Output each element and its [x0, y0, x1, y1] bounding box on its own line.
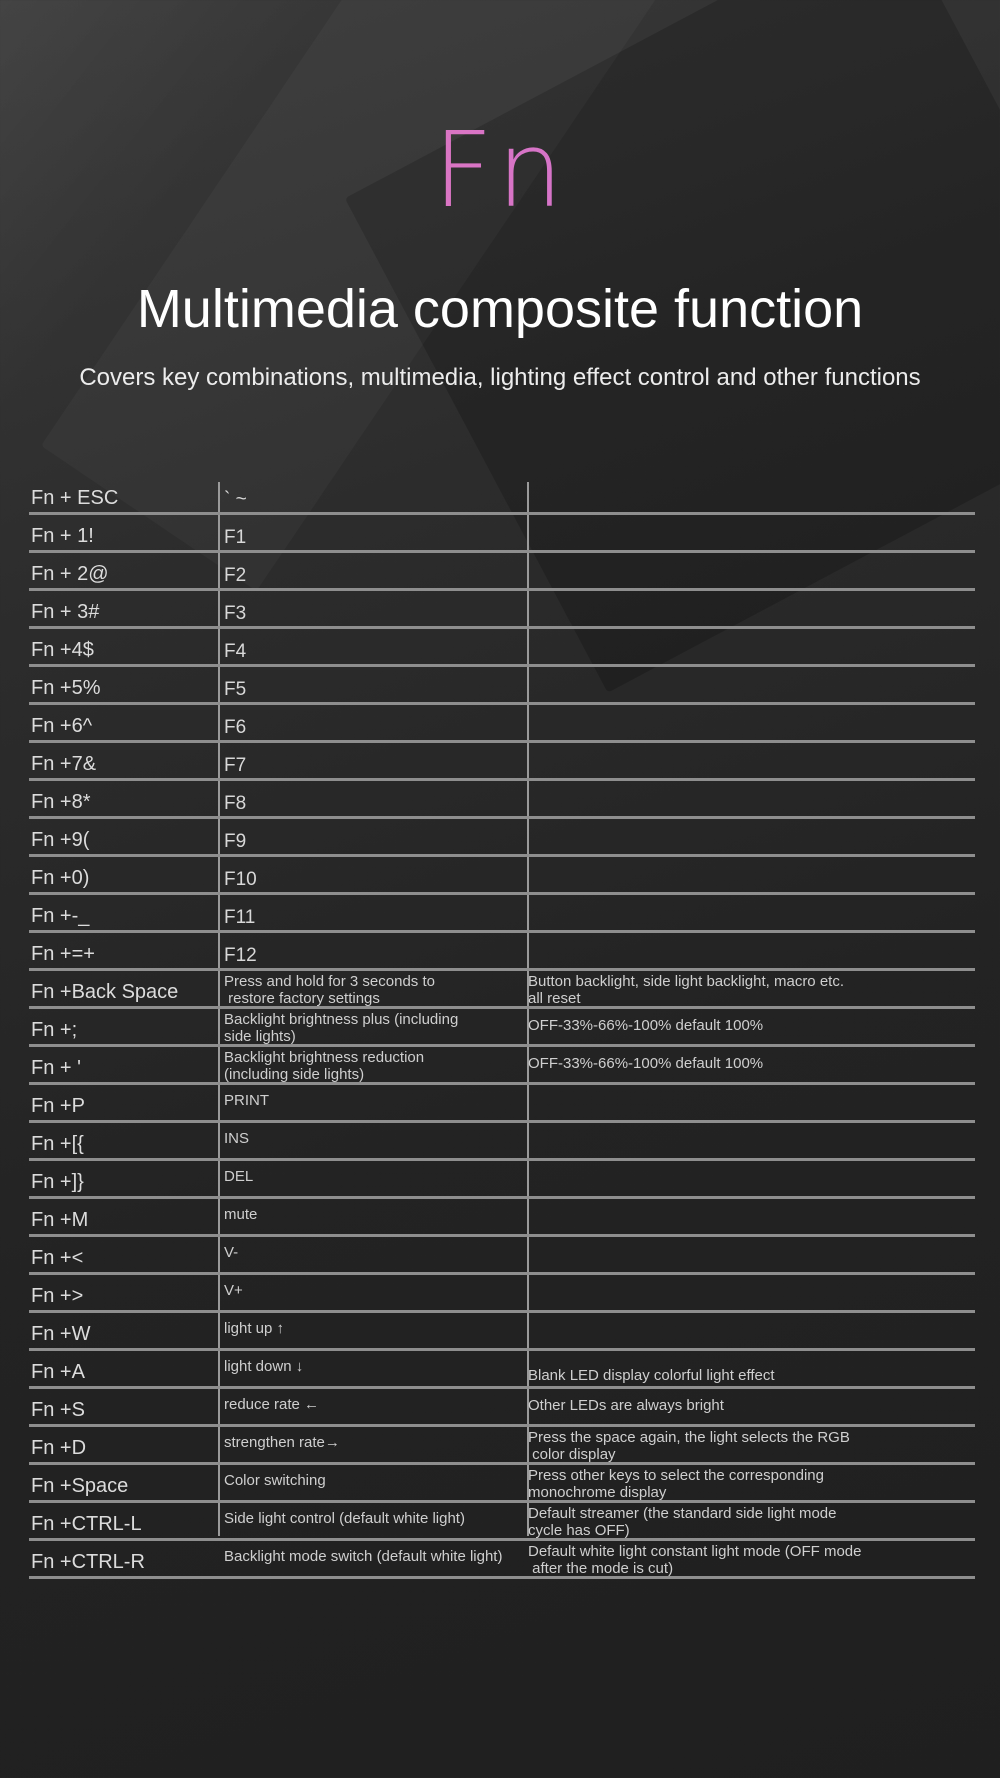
key-cell [29, 1161, 217, 1196]
key-combo: Fn +9( [31, 829, 90, 851]
function-cell [220, 1085, 526, 1120]
key-cell [29, 1389, 217, 1424]
function-cell [220, 553, 526, 588]
key-function: Backlight brightness plus (including side lights) [224, 1011, 459, 1045]
key-function: light down ↓ [224, 1358, 304, 1375]
key-cell [29, 480, 217, 512]
function-cell [220, 743, 526, 778]
table-row [29, 629, 975, 667]
key-cell [29, 1427, 217, 1462]
key-combo: Fn +7& [31, 753, 97, 775]
key-function: F7 [224, 755, 247, 776]
table-row [29, 1047, 975, 1085]
key-function: F4 [224, 641, 247, 662]
table-row [29, 667, 975, 705]
note-cell [528, 1389, 975, 1424]
key-cell [29, 971, 217, 1006]
function-cell [220, 1389, 526, 1424]
key-cell [29, 1123, 217, 1158]
note-cell [528, 667, 975, 702]
table-row [29, 781, 975, 819]
key-function: DEL [224, 1168, 254, 1185]
key-cell [29, 1237, 217, 1272]
key-cell [29, 1313, 217, 1348]
key-function: light up ↑ [224, 1320, 285, 1337]
key-combo: Fn +> [31, 1285, 84, 1307]
key-function: ` ~ [224, 489, 247, 510]
page-title: Multimedia composite function [136, 279, 864, 339]
key-combo: Fn +S [31, 1399, 85, 1421]
key-note: OFF-33%-66%-100% default 100% [528, 1017, 764, 1034]
key-function: F8 [224, 793, 247, 814]
function-cell [220, 1199, 526, 1234]
function-cell [220, 1351, 526, 1386]
key-function: F12 [224, 945, 257, 966]
key-cell [29, 553, 217, 588]
function-cell [220, 857, 526, 892]
function-cell [220, 591, 526, 626]
key-function: Side light control (default white light) [224, 1510, 465, 1527]
table-row [29, 591, 975, 629]
key-combo: Fn +CTRL-L [31, 1513, 142, 1535]
key-cell [29, 667, 217, 702]
note-cell [528, 480, 975, 512]
table-row [29, 1313, 975, 1351]
key-cell [29, 1085, 217, 1120]
key-combo: Fn +4$ [31, 639, 94, 661]
function-cell [220, 1047, 526, 1082]
note-cell [528, 895, 975, 930]
function-cell [220, 1161, 526, 1196]
key-combo: Fn +=+ [31, 943, 95, 965]
key-cell [29, 629, 217, 664]
table-row [29, 1503, 975, 1541]
key-combo: Fn +Space [31, 1475, 129, 1497]
note-cell [528, 1047, 975, 1082]
key-combo: Fn +M [31, 1209, 89, 1231]
table-row [29, 933, 975, 971]
function-cell [220, 971, 526, 1006]
function-cell [220, 1541, 526, 1576]
key-note: Blank LED display colorful light effect [528, 1367, 775, 1384]
key-combo: Fn + ESC [31, 487, 119, 509]
function-cell [220, 629, 526, 664]
fn-logo: Fn [0, 118, 1000, 222]
note-cell [528, 1161, 975, 1196]
note-cell [528, 857, 975, 892]
note-cell [528, 1427, 975, 1462]
key-note: Button backlight, side light backlight, macro etc. all reset [528, 973, 844, 1007]
table-row [29, 1351, 975, 1389]
key-function: F2 [224, 565, 247, 586]
key-combo: Fn +[{ [31, 1133, 84, 1155]
function-cell [220, 933, 526, 968]
note-cell [528, 1199, 975, 1234]
note-cell [528, 781, 975, 816]
key-combo: Fn +5% [31, 677, 101, 699]
key-cell [29, 705, 217, 740]
key-combo: Fn +-_ [31, 905, 90, 927]
key-function: F11 [224, 907, 256, 928]
note-cell [528, 743, 975, 778]
key-function: Color switching [224, 1472, 326, 1489]
table-row [29, 857, 975, 895]
table-row [29, 743, 975, 781]
note-cell [528, 1503, 975, 1538]
function-cell [220, 1503, 526, 1538]
function-cell [220, 1237, 526, 1272]
note-cell [528, 515, 975, 550]
table-row [29, 819, 975, 857]
function-cell [220, 1275, 526, 1310]
note-cell [528, 705, 975, 740]
function-cell [220, 895, 526, 930]
key-combo: Fn + ' [31, 1057, 81, 1079]
function-cell [220, 1009, 526, 1044]
key-cell [29, 895, 217, 930]
key-note: Press the space again, the light selects the RGB color display [528, 1429, 850, 1463]
key-cell [29, 743, 217, 778]
key-cell [29, 1503, 217, 1538]
table-row [29, 1199, 975, 1237]
key-combo: Fn +CTRL-R [31, 1551, 145, 1573]
note-cell [528, 1237, 975, 1272]
key-function: F10 [224, 869, 257, 890]
key-combo: Fn + 1! [31, 525, 94, 547]
table-row [29, 895, 975, 933]
key-function: PRINT [224, 1092, 269, 1109]
function-cell [220, 480, 526, 512]
key-combo: Fn +6^ [31, 715, 93, 737]
function-cell [220, 781, 526, 816]
table-row [29, 480, 975, 515]
key-combo: Fn +]} [31, 1171, 84, 1193]
function-cell [220, 1427, 526, 1462]
key-function: reduce rate ← [224, 1396, 320, 1413]
function-cell [220, 1465, 526, 1500]
table-row [29, 1541, 975, 1579]
note-cell [528, 1085, 975, 1120]
table-row [29, 1389, 975, 1427]
key-note: OFF-33%-66%-100% default 100% [528, 1055, 764, 1072]
key-note: Press other keys to select the corresponding monochrome display [528, 1467, 824, 1501]
key-function: V+ [224, 1282, 243, 1299]
key-cell [29, 591, 217, 626]
key-function: INS [224, 1130, 250, 1147]
key-cell [29, 1047, 217, 1082]
key-function: strengthen rate→ [224, 1434, 340, 1451]
table-row [29, 515, 975, 553]
key-function: F3 [224, 603, 247, 624]
note-cell [528, 819, 975, 854]
key-cell [29, 1351, 217, 1386]
note-cell [528, 1275, 975, 1310]
key-function: Backlight brightness reduction (including side lights) [224, 1049, 425, 1083]
key-function: F1 [224, 527, 247, 548]
key-cell [29, 857, 217, 892]
function-cell [220, 515, 526, 550]
page-subtitle: Covers key combinations, multimedia, lighting effect control and other functions [79, 364, 921, 391]
key-combo: Fn +Back Space [31, 981, 179, 1003]
function-cell [220, 1123, 526, 1158]
key-cell [29, 1009, 217, 1044]
note-cell [528, 933, 975, 968]
note-cell [528, 1351, 975, 1386]
key-cell [29, 515, 217, 550]
function-cell [220, 705, 526, 740]
key-combo: Fn +< [31, 1247, 84, 1269]
key-function: Press and hold for 3 seconds to restore factory settings [224, 973, 435, 1007]
note-cell [528, 1009, 975, 1044]
note-cell [528, 591, 975, 626]
fn-key-table [29, 480, 975, 1579]
key-combo: Fn + 2@ [31, 563, 109, 585]
note-cell [528, 1123, 975, 1158]
key-combo: Fn +D [31, 1437, 87, 1459]
key-cell [29, 1541, 217, 1576]
key-note: Other LEDs are always bright [528, 1397, 724, 1414]
note-cell [528, 553, 975, 588]
key-function: F5 [224, 679, 247, 700]
key-function: V- [224, 1244, 239, 1261]
key-cell [29, 819, 217, 854]
note-cell [528, 971, 975, 1006]
table-row [29, 705, 975, 743]
table-row [29, 1275, 975, 1313]
note-cell [528, 1313, 975, 1348]
key-combo: Fn +W [31, 1323, 91, 1345]
key-cell [29, 933, 217, 968]
function-cell [220, 667, 526, 702]
table-row [29, 1123, 975, 1161]
key-function: mute [224, 1206, 258, 1223]
table-row [29, 1465, 975, 1503]
note-cell [528, 629, 975, 664]
key-combo: Fn +P [31, 1095, 85, 1117]
key-combo: Fn + 3# [31, 601, 100, 623]
key-cell [29, 1199, 217, 1234]
table-row [29, 1237, 975, 1275]
table-row [29, 971, 975, 1009]
key-function: F9 [224, 831, 247, 852]
function-cell [220, 819, 526, 854]
key-note: Default streamer (the standard side light mode cycle has OFF) [528, 1505, 837, 1539]
key-cell [29, 1275, 217, 1310]
key-function: Backlight mode switch (default white light) [224, 1548, 503, 1565]
key-combo: Fn +0) [31, 867, 90, 889]
table-row [29, 1161, 975, 1199]
key-note: Default white light constant light mode (OFF mode after the mode is cut) [528, 1543, 862, 1577]
table-row [29, 1085, 975, 1123]
key-function: F6 [224, 717, 247, 738]
function-cell [220, 1313, 526, 1348]
key-combo: Fn +; [31, 1019, 78, 1041]
key-combo: Fn +A [31, 1361, 85, 1383]
table-row [29, 1009, 975, 1047]
table-row [29, 1427, 975, 1465]
note-cell [528, 1541, 975, 1576]
note-cell [528, 1465, 975, 1500]
key-combo: Fn +8* [31, 791, 91, 813]
key-cell [29, 781, 217, 816]
key-cell [29, 1465, 217, 1500]
table-row [29, 553, 975, 591]
